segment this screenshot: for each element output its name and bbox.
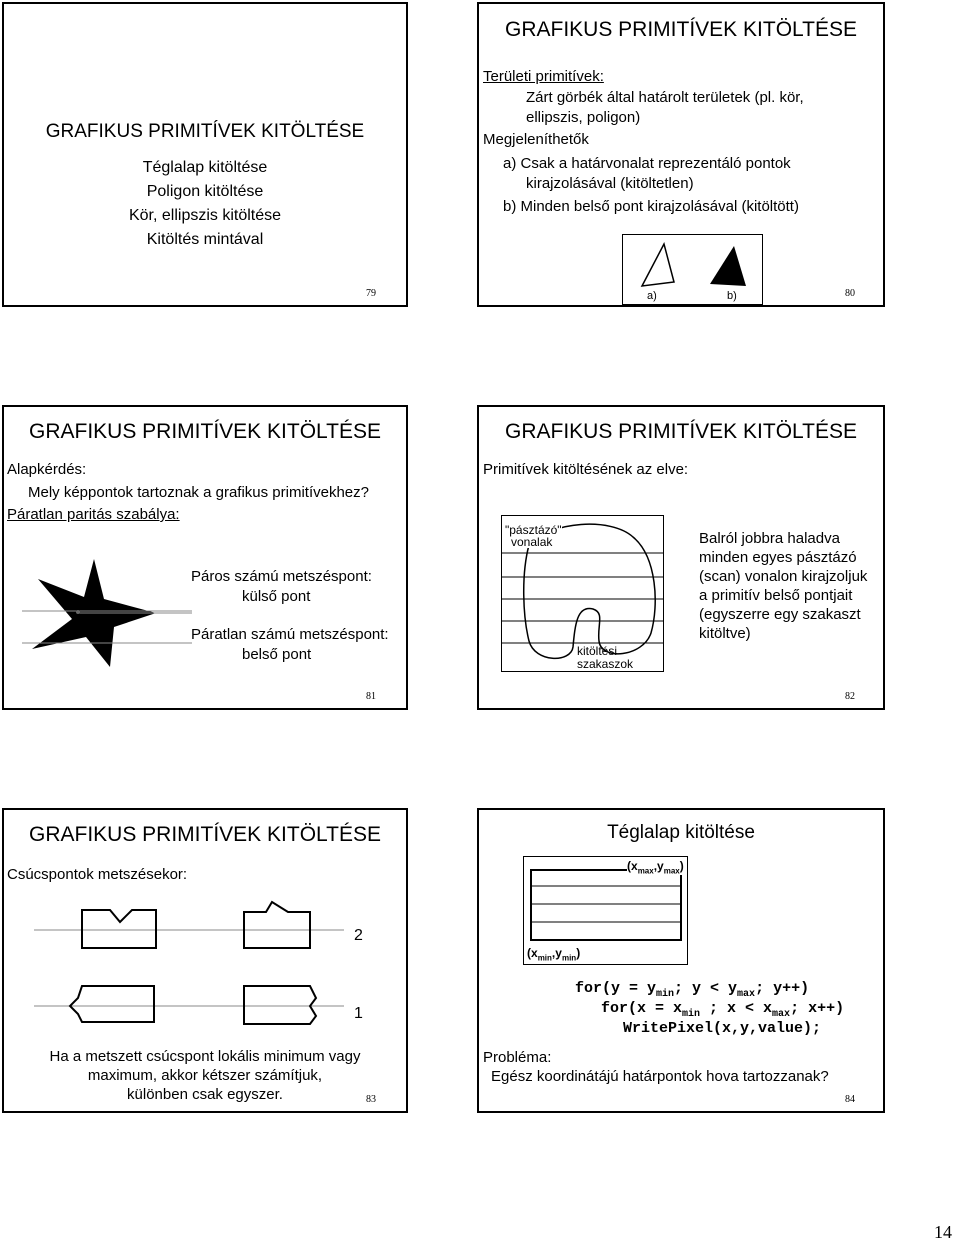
section-heading: Probléma: <box>483 1049 552 1066</box>
figure-label-b: b) <box>727 290 737 302</box>
section-heading: Területi primitívek: <box>483 68 604 85</box>
page-number: 82 <box>845 691 855 702</box>
page-number: 81 <box>366 691 376 702</box>
slide-83 <box>2 808 408 1113</box>
vertex-figures <box>34 890 344 1050</box>
text-line: Megjeleníthetők <box>483 131 589 148</box>
section-heading: Alapkérdés: <box>7 461 87 478</box>
code-line: $for(x = x_{min}$ ; $x < x_{max}$; x++) <box>601 1000 845 1020</box>
slide-title: GRAFIKUS PRIMITÍVEK KITÖLTÉSE <box>28 823 381 846</box>
text-line: Zárt görbék által határolt területek (pl. kör, <box>526 89 804 106</box>
list-item: Téglalap kitöltése <box>142 159 268 176</box>
text-line: belső pont <box>242 646 312 663</box>
page-number: 80 <box>845 288 855 299</box>
text-line: a) Csak a határvonalat reprezentáló pontok <box>503 155 791 172</box>
code-line: $for(y = y_{min}$; $y < y_{max}$; y++) <box>575 980 810 1000</box>
text-line: b) Minden belső pont kirajzolásával (kitöltött) <box>503 198 799 215</box>
slide-title: GRAFIKUS PRIMITÍVEK KITÖLTÉSE <box>28 420 381 443</box>
sheet-page-number: 14 <box>934 1222 952 1242</box>
slide-82 <box>477 405 885 710</box>
slide-title: GRAFIKUS PRIMITÍVEK KITÖLTÉSE <box>45 121 365 142</box>
list-item: Kitöltés mintával <box>146 231 264 248</box>
list-item: Poligon kitöltése <box>146 183 264 200</box>
intersection-count: 1 <box>354 1005 363 1022</box>
list-item: Kör, ellipszis kitöltése <box>128 207 282 224</box>
slide-title: Téglalap kitöltése <box>607 822 755 843</box>
slide-79-item-list <box>4 156 406 252</box>
code-line: WritePixel(x,y,value); <box>623 1020 822 1037</box>
star-figure <box>22 555 182 675</box>
section-heading: Csúcspontok metszésekor: <box>7 866 188 883</box>
text-line: ellipszis, poligon) <box>526 109 641 126</box>
slide-79 <box>2 2 408 307</box>
scan-label: "pásztázó" vonalak <box>505 523 562 549</box>
slide-81 <box>2 405 408 710</box>
text-line: külső pont <box>242 588 311 605</box>
max-corner-label: $(x_{max},y_{max})$ <box>627 859 684 876</box>
page-number: 79 <box>366 288 376 299</box>
note: Ha a metszett csúcspont lokális minimum vagy maximum, akkor kétszer számítjuk, különben csak egyszer. <box>49 1048 361 1103</box>
slide-80 <box>477 2 885 307</box>
slide-title: GRAFIKUS PRIMITÍVEK KITÖLTÉSE <box>504 18 857 41</box>
slide-title: GRAFIKUS PRIMITÍVEK KITÖLTÉSE <box>504 420 857 443</box>
slide-84 <box>477 808 885 1113</box>
text-line: Mely képpontok tartoznak a grafikus primitívekhez? <box>28 484 369 501</box>
text-line: Páratlan számú metszéspont: <box>191 626 389 643</box>
min-corner-label: $(x_{min},y_{min})$ <box>527 946 581 963</box>
page-number: 83 <box>366 1094 376 1105</box>
figure-label-a: a) <box>647 290 657 302</box>
intersection-count: 2 <box>354 927 363 944</box>
section-heading: Páratlan paritás szabálya: <box>7 506 180 523</box>
page-number: 84 <box>845 1094 855 1105</box>
fill-label: kitöltési szakaszok <box>577 644 634 671</box>
description: Balról jobbra haladva minden egyes pásztázó (scan) vonalon kirajzoljuk a primitív belső pontjait (egyszerre egy szakaszt kitöltve) <box>699 530 868 642</box>
problem-text: Egész koordinátájú határpontok hova tartozzanak? <box>491 1068 829 1085</box>
section-heading: Primitívek kitöltésének az elve: <box>483 461 689 478</box>
triangle-figure <box>622 234 764 306</box>
text-line: Páros számú metszéspont: <box>191 568 372 585</box>
text-line: kirajzolásával (kitöltetlen) <box>526 175 694 192</box>
